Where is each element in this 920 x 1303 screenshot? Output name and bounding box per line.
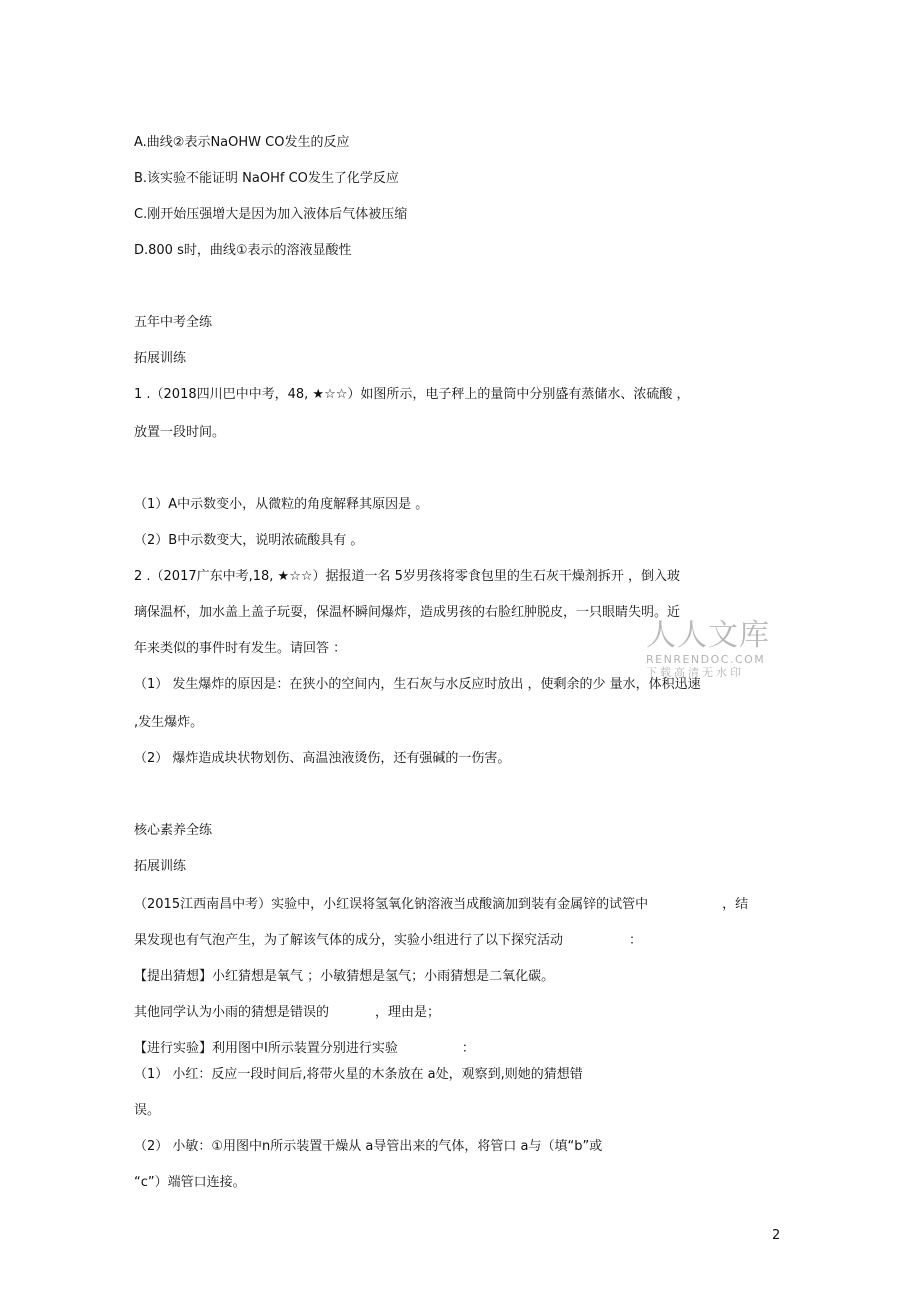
inquiry-para-line-2-text: 果发现也有气泡产生，为了解该气体的成分，实验小组进行了以下探究活动 — [134, 933, 564, 948]
question-2-line-2: 璃保温杯，加水盖上盖子玩耍，保温杯瞬间爆炸，造成男孩的右脸红肿脱皮，一只眼睛失明。近 — [134, 605, 681, 620]
experiment-step-1-cont: 误。 — [134, 1103, 161, 1118]
hypothesis-line: 【提出猜想】小红猜想是氧气 ；小敏猜想是氢气；小雨猜想是二氧化碳。 — [134, 969, 555, 984]
experiment-line-text: 【进行实验】利用图中I所示装置分别进行实验 — [134, 1041, 398, 1056]
reason-line-text: 其他同学认为小雨的猜想是错误的 — [134, 1005, 330, 1020]
question-2-line-3: 年来类似的事件时有发生。请回答 ： — [134, 641, 347, 656]
experiment-line-end: ： — [461, 1041, 475, 1056]
experiment-step-1: （1） 小红：反应一段时间后,将带火星的木条放在 a处，观察到,则她的猜想错 — [134, 1067, 583, 1082]
question-1-sub-2: （2）B中示数变大，说明浓硫酸具有 。 — [134, 533, 364, 548]
reason-line-end: ，理由是； — [375, 1005, 441, 1020]
reason-line — [134, 1004, 440, 1022]
option-c: C.刚开始压强增大是因为加入液体后气体被压缩 — [134, 207, 408, 222]
section-subheading: 拓展训练 — [134, 859, 187, 874]
section-heading-core: 核心素养全练 — [134, 823, 213, 838]
section-heading-five-year: 五年中考全练 — [134, 315, 213, 330]
experiment-line — [134, 1040, 475, 1058]
option-a: A.曲线②表示NaOHW CO发生的反应 — [134, 135, 350, 150]
question-2-sub-2: （2） 爆炸造成块状物划伤、高温浊液烫伤，还有强碱的一伤害。 — [134, 751, 511, 766]
experiment-step-2-cont: “c”）端管口连接。 — [134, 1175, 246, 1190]
page-number: 2 — [772, 1228, 781, 1243]
inquiry-para-line-1-text: （2015江西南昌中考）实验中，小红误将氢氧化钠溶液当成酸滴加到装有金属锌的试管中 — [134, 897, 649, 912]
watermark-domain: RENRENDOC.COM — [646, 653, 766, 666]
section-subheading: 拓展训练 — [134, 351, 187, 366]
inquiry-para-line-1 — [134, 896, 748, 914]
inquiry-para-line-2-end: ： — [629, 933, 643, 948]
question-2-line-1: 2 .（2017广东中考,18, ★☆☆）据报道一名 5岁男孩将零食包里的生石灰干燥剂拆开 ，倒入玻 — [134, 569, 681, 584]
question-1-sub-1: （1）A中示数变小，从微粒的角度解释其原因是 。 — [134, 497, 429, 512]
option-d: D.800 s时，曲线①表示的溶液显酸性 — [134, 243, 352, 258]
watermark-brand: 人人文库 — [646, 618, 770, 653]
question-1-line-1: 1 .（2018四川巴中中考，48, ★☆☆）如图所示，电子秤上的量筒中分别盛有蒸储水、浓硫酸 ， — [134, 387, 690, 402]
question-1-line-2: 放置一段时间。 — [134, 425, 226, 440]
question-2-sub-1-cont: ,发生爆炸。 — [134, 715, 204, 730]
watermark-tagline: 下载高清无水印 — [646, 666, 744, 679]
experiment-step-2: （2） 小敏：①用图中n所示装置干燥从 a导管出来的气体，将管口 a与（填“b”或 — [134, 1139, 603, 1154]
question-2-sub-1: （1） 发生爆炸的原因是：在狭小的空间内，生石灰与水反应时放出 ，使剩余的少 量水，体积迅速 — [134, 677, 701, 692]
inquiry-para-line-1-end: ，结 — [722, 897, 749, 912]
inquiry-para-line-2 — [134, 932, 642, 950]
option-b: B.该实验不能证明 NaOHf CO发生了化学反应 — [134, 171, 399, 186]
watermark-logo — [646, 620, 776, 679]
